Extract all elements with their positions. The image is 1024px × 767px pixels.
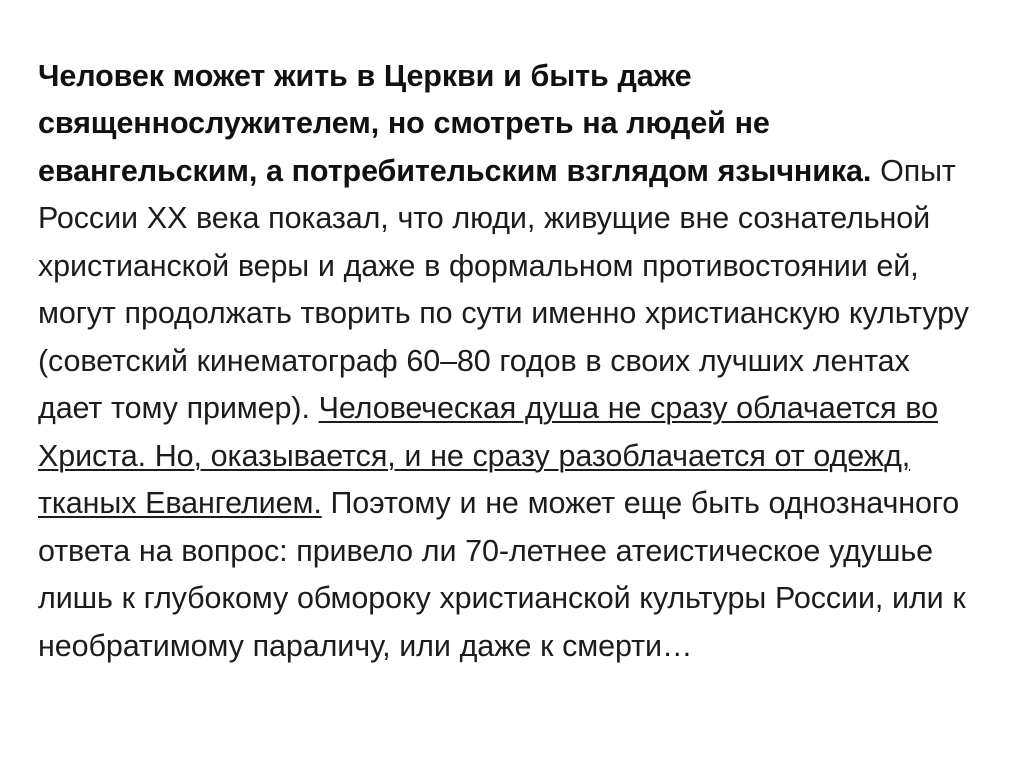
paragraph-underlined-text: Человеческая душа не сразу облачается во Христа. Но, оказывается, и не сразу разоблачается от одежд, тканых Евангелием. bbox=[38, 391, 938, 520]
paragraph-tail-text: Поэтому и не может еще быть однозначного ответа на вопрос: привело ли 70-летнее атеистическое удушье лишь к глубокому обмороку христианской культуры России, или к необратимому параличу, или даже к смерти… bbox=[38, 486, 966, 663]
paragraph-lead-bold: Человек может жить в Церкви и быть даже священнослужителем, но смотреть на людей не евангельским, а потребительским взглядом язычника. bbox=[38, 58, 872, 188]
paragraph-middle-text: Опыт России XX века показал, что люди, живущие вне сознательной христианской веры и даже в формальном противостоянии ей, могут продолжать творить по сути именно христианскую культуру (советский кинематограф 60–80 годов в своих лучших лентах дает тому пример). bbox=[38, 153, 969, 425]
slide-paragraph bbox=[38, 53, 980, 671]
